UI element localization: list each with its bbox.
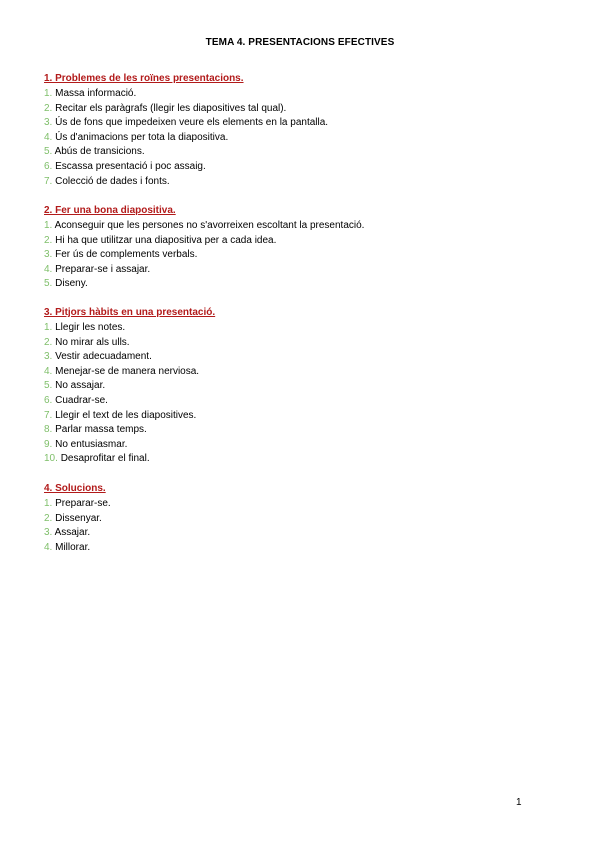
item-number: 9. <box>44 438 53 450</box>
item-number: 6. <box>44 160 53 172</box>
item-text: Hi ha que utilitzar una diapositiva per a cada idea. <box>55 234 277 246</box>
list-item <box>44 116 564 131</box>
section-heading: 2. Fer una bona diapositiva. <box>44 205 176 216</box>
document-title: TEMA 4. PRESENTACIONS EFECTIVES <box>205 37 395 48</box>
item-number: 5. <box>44 278 53 290</box>
section-good-slide <box>44 204 564 292</box>
item-text: Dissenyar. <box>55 512 102 524</box>
item-number: 3. <box>44 117 53 129</box>
item-number: 10. <box>44 453 58 465</box>
item-text: Preparar-se. <box>55 498 111 509</box>
section-heading: 1. Problemes de les roïnes presentacions. <box>44 73 244 84</box>
item-number: 1. <box>44 498 53 509</box>
item-text: Desaprofitar el final. <box>60 453 150 465</box>
list-item <box>44 131 564 146</box>
item-text: Llegir el text de les diapositives. <box>55 409 197 421</box>
item-text: Assajar. <box>54 527 91 539</box>
item-number: 8. <box>44 424 53 436</box>
list-item <box>44 87 564 102</box>
item-number: 3. <box>44 249 53 261</box>
item-text: Escassa presentació i poc assaig. <box>55 160 206 172</box>
list-item <box>44 409 564 424</box>
item-text: Recitar els paràgrafs (llegir les diapositives tal qual). <box>55 102 287 114</box>
item-number: 1. <box>44 322 53 333</box>
list-item <box>44 526 564 541</box>
item-text: Ús d'animacions per tota la diapositiva. <box>55 131 229 143</box>
section-heading: 3. Pitjors hàbits en una presentació. <box>44 307 216 318</box>
item-number: 2. <box>44 336 53 348</box>
list-item <box>44 248 564 263</box>
item-number: 4. <box>44 365 53 377</box>
item-text: Parlar massa temps. <box>55 424 147 436</box>
item-text: Colecció de dades i fonts. <box>55 175 170 187</box>
item-text: Ús de fons que impedeixen veure els elements en la pantalla. <box>55 117 329 129</box>
item-number: 2. <box>44 102 53 114</box>
item-text: Abús de transicions. <box>54 146 145 158</box>
item-number: 4. <box>44 131 53 143</box>
item-text: Menejar-se de manera nerviosa. <box>55 365 200 377</box>
section-worst-habits <box>44 306 564 467</box>
item-number: 7. <box>44 175 53 187</box>
section-solutions <box>44 482 564 555</box>
item-number: 6. <box>44 394 53 406</box>
list-item <box>44 394 564 409</box>
item-text: Preparar-se i assajar. <box>55 263 151 275</box>
list-item <box>44 219 564 234</box>
list-item <box>44 234 564 249</box>
list-item <box>44 512 564 527</box>
list-item <box>44 145 564 160</box>
item-text: Aconseguir que les persones no s'avorreixen escoltant la presentació. <box>54 220 365 231</box>
list-item <box>44 365 564 380</box>
section-problems <box>44 72 564 189</box>
list-item <box>44 102 564 117</box>
item-text: Massa informació. <box>55 88 137 99</box>
item-number: 4. <box>44 541 53 553</box>
item-number: 1. <box>44 88 53 99</box>
item-text: No mirar als ulls. <box>55 336 130 348</box>
list-item <box>44 497 564 512</box>
item-text: Diseny. <box>55 278 88 290</box>
item-text: No entusiasmar. <box>55 438 128 450</box>
list-item <box>44 336 564 351</box>
item-number: 7. <box>44 409 53 421</box>
item-number: 5. <box>44 146 53 158</box>
item-text: Llegir les notes. <box>55 322 126 333</box>
list-item <box>44 263 564 278</box>
list-item <box>44 438 564 453</box>
item-number: 5. <box>44 380 53 392</box>
list-item <box>44 423 564 438</box>
list-item <box>44 277 564 292</box>
item-number: 2. <box>44 512 53 524</box>
item-text: Vestir adecuadament. <box>55 351 152 363</box>
item-text: Fer ús de complements verbals. <box>55 249 198 261</box>
item-text: Cuadrar-se. <box>55 394 108 406</box>
section-heading: 4. Solucions. <box>44 483 106 494</box>
item-text: Millorar. <box>55 541 91 553</box>
list-item <box>44 175 564 190</box>
item-number: 1. <box>44 220 53 231</box>
item-number: 2. <box>44 234 53 246</box>
item-number: 3. <box>44 351 53 363</box>
page-number: 1 <box>516 797 522 808</box>
item-number: 3. <box>44 527 53 539</box>
list-item <box>44 379 564 394</box>
list-item <box>44 160 564 175</box>
list-item <box>44 541 564 556</box>
item-text: No assajar. <box>55 380 106 392</box>
list-item <box>44 350 564 365</box>
list-item <box>44 321 564 336</box>
item-number: 4. <box>44 263 53 275</box>
list-item <box>44 452 564 467</box>
